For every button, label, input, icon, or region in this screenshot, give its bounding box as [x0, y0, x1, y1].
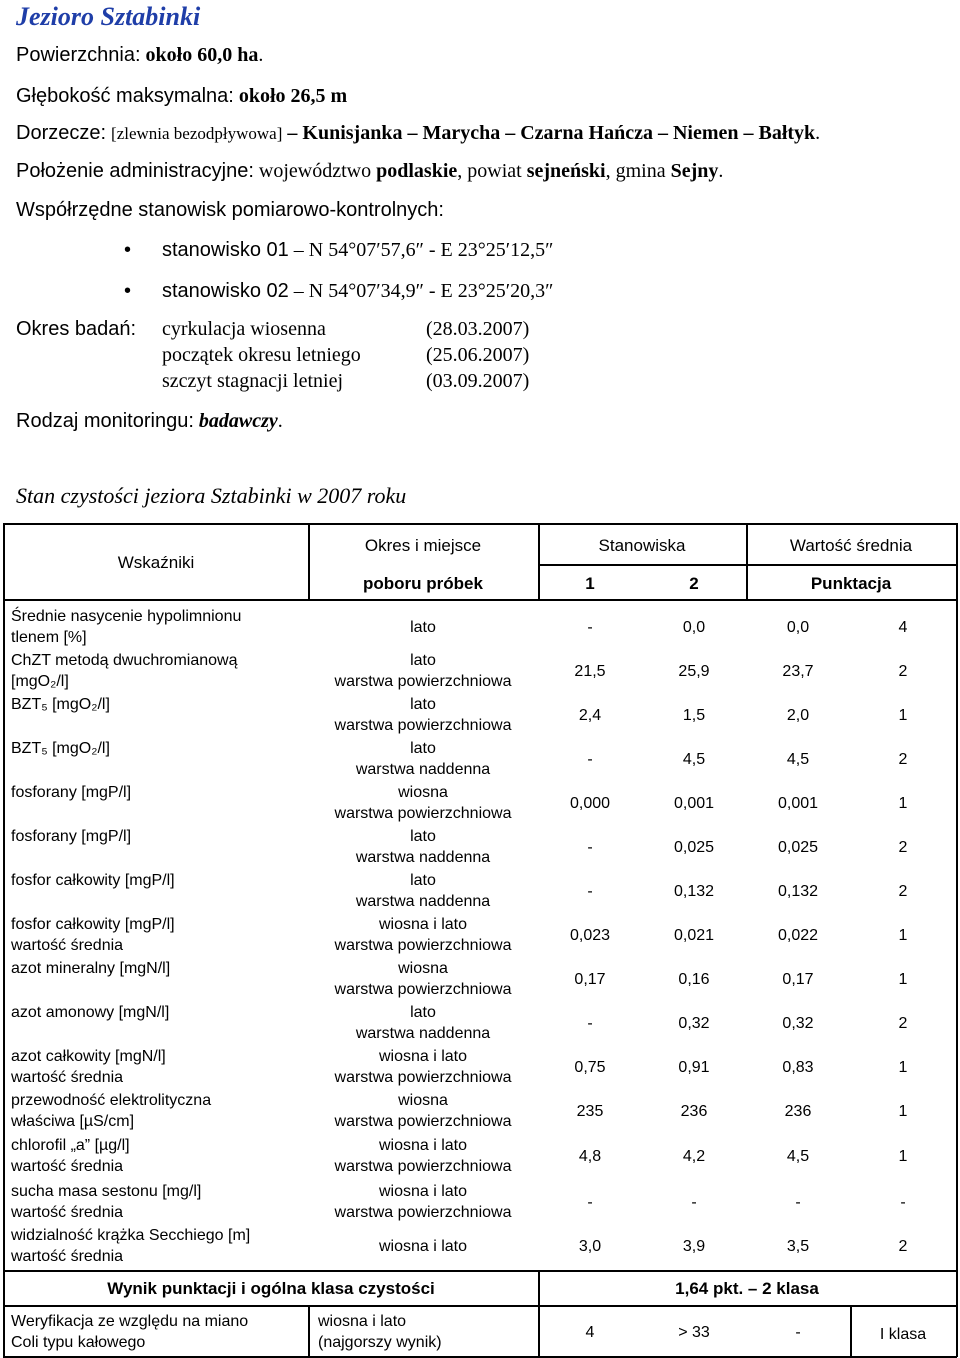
score-value: 1 — [898, 1059, 908, 1076]
header-period-place: Okres i miejsce — [364, 536, 482, 555]
sampling-period: wiosna i lato — [378, 1048, 468, 1065]
score-value: 2 — [898, 1238, 908, 1255]
sampling-layer: warstwa naddenna — [355, 761, 491, 778]
station-1-value: 21,5 — [574, 663, 606, 680]
station-2-value: 0,025 — [673, 839, 715, 856]
indicator-name: azot amonowy [mgN/l] — [11, 1004, 170, 1021]
station-2-value: - — [691, 1194, 697, 1211]
period-label-text: Okres badań: — [16, 318, 137, 340]
admin-commune: Sejny — [670, 160, 719, 182]
sampling-period: wiosna — [398, 784, 448, 801]
score-value: 2 — [898, 883, 908, 900]
monitoring-label: Rodzaj monitoringu: — [16, 410, 194, 432]
header-stations: Stanowiska — [598, 536, 686, 555]
sampling-period: wiosna i lato — [378, 916, 468, 933]
admin-text-1: województwo — [258, 160, 372, 182]
indicator-name: fosforany [mgP/l] — [11, 784, 132, 801]
score-value: 2 — [898, 751, 908, 768]
score-value: 1 — [898, 707, 908, 724]
mean-value: 0,0 — [786, 619, 810, 636]
station-2-value: 0,32 — [678, 1015, 710, 1032]
verify-period-1: wiosna i lato — [318, 1313, 407, 1330]
monitoring-line: Rodzaj monitoringu: badawczy. — [16, 410, 283, 432]
mean-value: 4,5 — [786, 751, 810, 768]
score-value: 1 — [898, 971, 908, 988]
mean-value: 4,5 — [786, 1148, 810, 1165]
indicator-name: BZT₅ [mgO₂/l] — [11, 696, 110, 713]
mean-value: 0,32 — [782, 1015, 814, 1032]
indicator-name: sucha masa sestonu [mg/l] — [11, 1183, 202, 1200]
score-value: 2 — [898, 663, 908, 680]
period-2-name: początek okresu letniego — [162, 344, 361, 366]
station-2-value: 0,132 — [673, 883, 715, 900]
station-2-value: 0,16 — [678, 971, 710, 988]
section-title: Stan czystości jeziora Sztabinki w 2007 roku — [16, 483, 407, 508]
station-1-value: - — [587, 619, 593, 636]
mean-value: 23,7 — [782, 663, 814, 680]
station-1-value: 0,75 — [574, 1059, 606, 1076]
station-2-value: 0,91 — [678, 1059, 710, 1076]
score-value: 1 — [898, 1103, 908, 1120]
station-label: stanowisko 02 — [162, 280, 289, 302]
station-1-value: - — [587, 751, 593, 768]
sampling-period: lato — [410, 828, 436, 845]
table-left-border — [3, 523, 5, 1357]
mean-value: 0,83 — [782, 1059, 814, 1076]
depth-value: około 26,5 m — [238, 85, 348, 107]
sampling-layer: warstwa powierzchniowa — [334, 1158, 512, 1175]
table-top-border — [3, 523, 957, 525]
area-line: Powierzchnia: około 60,0 ha. — [16, 44, 264, 66]
indicator-name-line2: właściwa [µS/cm] — [11, 1113, 135, 1130]
station-2-value: 4,5 — [682, 751, 706, 768]
sampling-layer: warstwa powierzchniowa — [334, 1204, 512, 1221]
station-1-value: - — [587, 1015, 593, 1032]
score-value: 4 — [898, 619, 908, 636]
sampling-period: lato — [410, 1004, 436, 1021]
sampling-period: lato — [410, 740, 436, 757]
station-2-value: 0,001 — [673, 795, 715, 812]
summary-top-border — [3, 1270, 957, 1272]
sampling-period: lato — [410, 652, 436, 669]
station-1-value: - — [587, 1194, 593, 1211]
summary-label: Wynik punktacji i ogólna klasa czystości — [107, 1279, 435, 1298]
summary-bottom-border — [3, 1305, 957, 1307]
header-mean: Wartość średnia — [789, 536, 913, 555]
mean-value: 0,132 — [777, 883, 819, 900]
station-1-value: 3,0 — [578, 1238, 602, 1255]
station-2-value: 0,021 — [673, 927, 715, 944]
score-value: 1 — [898, 795, 908, 812]
admin-line: Położenie administracyjne: województwo podlaskie, powiat sejneński, gmina Sejny. — [16, 160, 724, 182]
header-station-2: 2 — [689, 574, 699, 593]
period-3-date: (03.09.2007) — [426, 370, 530, 392]
coords-label-text: Współrzędne stanowisk pomiarowo-kontrolnych: — [16, 199, 444, 221]
header-period-place-2: poboru próbek — [363, 574, 483, 593]
indicator-name: fosforany [mgP/l] — [11, 828, 132, 845]
sampling-period: wiosna i lato — [378, 1238, 468, 1255]
sampling-layer: warstwa powierzchniowa — [334, 717, 512, 734]
admin-label: Położenie administracyjne: — [16, 160, 254, 182]
bullet-icon: • — [124, 280, 132, 302]
sampling-layer: warstwa naddenna — [355, 1025, 491, 1042]
basin-label: Dorzecze: — [16, 122, 107, 144]
station-coords: – N 54°07′57,6″ - E 23°25′12,5″ — [293, 239, 554, 261]
station-2-value: 1,5 — [682, 707, 706, 724]
indicator-name-line2: wartość średnia — [11, 1069, 124, 1086]
admin-text-2: , powiat — [457, 160, 522, 182]
station-label: stanowisko 01 — [162, 239, 289, 261]
station-1-value: 2,4 — [578, 707, 602, 724]
period-3-name: szczyt stagnacji letniej — [162, 370, 344, 392]
bullet-icon: • — [124, 239, 132, 261]
indicator-name: fosfor całkowity [mgP/l] — [11, 916, 175, 933]
verify-mean: - — [795, 1324, 801, 1341]
indicator-name-line2: [mgO₂/l] — [11, 673, 69, 690]
indicator-name: BZT₅ [mgO₂/l] — [11, 740, 110, 757]
station-coords: – N 54°07′34,9″ - E 23°25′20,3″ — [293, 280, 554, 302]
station-1-value: 0,023 — [569, 927, 611, 944]
indicator-name: azot mineralny [mgN/l] — [11, 960, 171, 977]
period-1-name: cyrkulacja wiosenna — [162, 318, 326, 340]
indicator-name: chlorofil „a” [µg/l] — [11, 1137, 130, 1154]
header-score: Punktacja — [810, 574, 892, 593]
mean-value: 0,025 — [777, 839, 819, 856]
indicator-name-line2: wartość średnia — [11, 1158, 124, 1175]
indicator-name: ChZT metodą dwuchromianową — [11, 652, 238, 669]
indicator-name: fosfor całkowity [mgP/l] — [11, 872, 175, 889]
sampling-period: wiosna i lato — [378, 1183, 468, 1200]
sampling-layer: warstwa naddenna — [355, 849, 491, 866]
mean-value: - — [795, 1194, 801, 1211]
admin-county: sejneński — [526, 160, 606, 182]
admin-text-3: , gmina — [605, 160, 666, 182]
indicator-name-line2: wartość średnia — [11, 937, 124, 954]
verify-indicator-2: Coli typu kałowego — [11, 1334, 146, 1351]
score-value: - — [900, 1194, 906, 1211]
verify-period-2: (najgorszy wynik) — [318, 1334, 442, 1351]
mean-value: 0,001 — [777, 795, 819, 812]
verify-col-divider — [308, 1305, 310, 1356]
indicator-name-line2: wartość średnia — [11, 1248, 124, 1265]
station-2-value: 236 — [680, 1103, 708, 1120]
monitoring-value: badawczy — [198, 410, 278, 432]
indicator-name: przewodność elektrolityczna — [11, 1092, 212, 1109]
sampling-layer: warstwa powierzchniowa — [334, 937, 512, 954]
score-value: 1 — [898, 1148, 908, 1165]
station-1-value: - — [587, 883, 593, 900]
header-station-1: 1 — [585, 574, 595, 593]
basin-value-bracket: [zlewnia bezodpływowa] — [111, 124, 283, 143]
station-2-value: 0,0 — [682, 619, 706, 636]
sampling-layer: warstwa powierzchniowa — [334, 981, 512, 998]
station-1-value: 0,17 — [574, 971, 606, 988]
station-1-value: 235 — [576, 1103, 604, 1120]
sampling-period: lato — [410, 619, 436, 636]
score-value: 2 — [898, 1015, 908, 1032]
verify-station-1: 4 — [585, 1324, 595, 1341]
station-2-value: 4,2 — [682, 1148, 706, 1165]
sampling-layer: warstwa naddenna — [355, 893, 491, 910]
area-label: Powierzchnia: — [16, 44, 141, 66]
score-value: 2 — [898, 839, 908, 856]
mean-value: 0,022 — [777, 927, 819, 944]
table-right-border — [956, 523, 958, 1357]
table-bottom-border — [3, 1356, 957, 1358]
station-1-value: 4,8 — [578, 1148, 602, 1165]
admin-voivodeship: podlaskie — [376, 160, 458, 182]
period-2-date: (25.06.2007) — [426, 344, 530, 366]
indicator-name: azot całkowity [mgN/l] — [11, 1048, 166, 1065]
station-2-value: 25,9 — [678, 663, 710, 680]
sampling-period: wiosna — [398, 960, 448, 977]
indicator-name: widzialność krążka Secchiego [m] — [11, 1227, 251, 1244]
mean-value: 0,17 — [782, 971, 814, 988]
station-1-value: - — [587, 839, 593, 856]
indicator-name-line2: tlenem [%] — [11, 629, 87, 646]
area-value: około 60,0 ha — [145, 44, 259, 66]
indicator-name-line2: wartość średnia — [11, 1204, 124, 1221]
station-2-value: 3,9 — [682, 1238, 706, 1255]
sampling-period: wiosna i lato — [378, 1137, 468, 1154]
basin-value-rest: – Kunisjanka – Marycha – Czarna Hańcza – Niemen – Bałtyk — [287, 122, 816, 144]
mean-value: 236 — [784, 1103, 812, 1120]
verify-station-2: > 33 — [678, 1324, 710, 1341]
score-value: 1 — [898, 927, 908, 944]
mean-value: 2,0 — [786, 707, 810, 724]
sampling-period: lato — [410, 872, 436, 889]
sampling-layer: warstwa powierzchniowa — [334, 673, 512, 690]
page-title: Jezioro Sztabinki — [16, 2, 201, 31]
indicator-name: Średnie nasycenie hypolimnionu — [11, 608, 242, 625]
sampling-layer: warstwa powierzchniowa — [334, 1113, 512, 1130]
header-bottom-border — [3, 599, 957, 601]
mean-value: 3,5 — [786, 1238, 810, 1255]
basin-line: Dorzecze: [zlewnia bezodpływowa] – Kunisjanka – Marycha – Czarna Hańcza – Niemen – Bałtyk. — [16, 122, 821, 144]
header-indicators: Wskaźniki — [117, 553, 195, 572]
verify-indicator-1: Weryfikacja ze względu na miano — [11, 1313, 249, 1330]
depth-label: Głębokość maksymalna: — [16, 85, 234, 107]
sampling-layer: warstwa powierzchniowa — [334, 805, 512, 822]
verify-class: I klasa — [879, 1326, 927, 1343]
station-1-value: 0,000 — [569, 795, 611, 812]
sampling-layer: warstwa powierzchniowa — [334, 1069, 512, 1086]
summary-value: 1,64 pkt. – 2 klasa — [675, 1279, 819, 1298]
sampling-period: wiosna — [398, 1092, 448, 1109]
sampling-period: lato — [410, 696, 436, 713]
period-1-date: (28.03.2007) — [426, 318, 530, 340]
